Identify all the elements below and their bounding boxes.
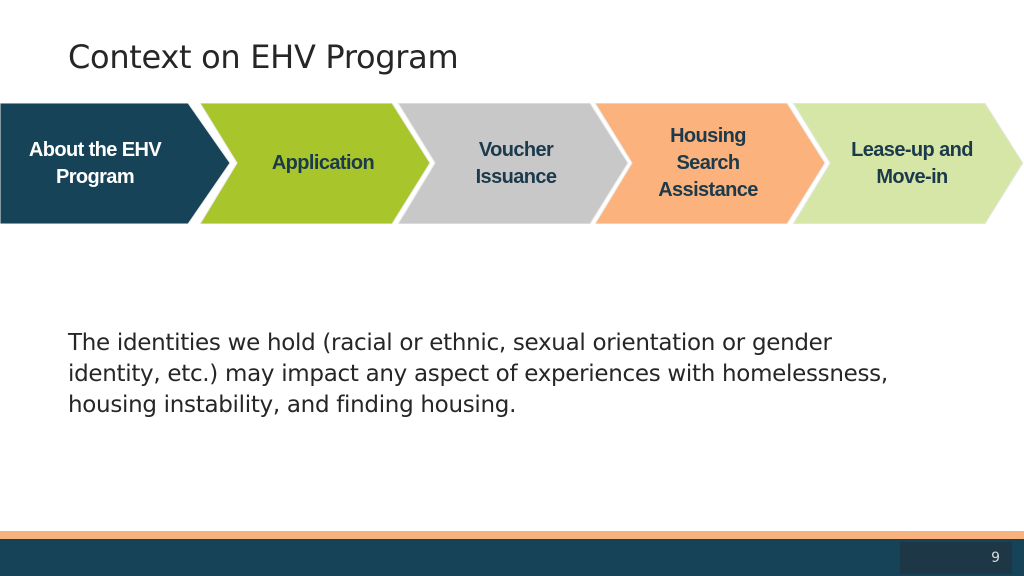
page-number-box [900,542,1012,574]
step-label-housing-search-assistance: Housing Search Assistance [658,125,758,201]
step-label-lease-up-move-in: Lease-up and Move-in [851,138,973,188]
step-label-about-ehv-program: About the EHV Program [28,138,162,188]
page-number: 9 [991,550,1000,566]
step-label-application: Application [271,152,375,174]
slide-title: Context on EHV Program [68,38,459,76]
footer-accent-stripe [0,531,1024,539]
step-label-voucher-issuance: Voucher Issuance [475,138,557,188]
slide-body-text: The identities we hold (racial or ethnic, sexual orientation or gender identity, etc.) may impact any aspect of experiences with homelessness, housing instability, and finding housing. [68,330,888,418]
footer-bar [0,539,1024,576]
